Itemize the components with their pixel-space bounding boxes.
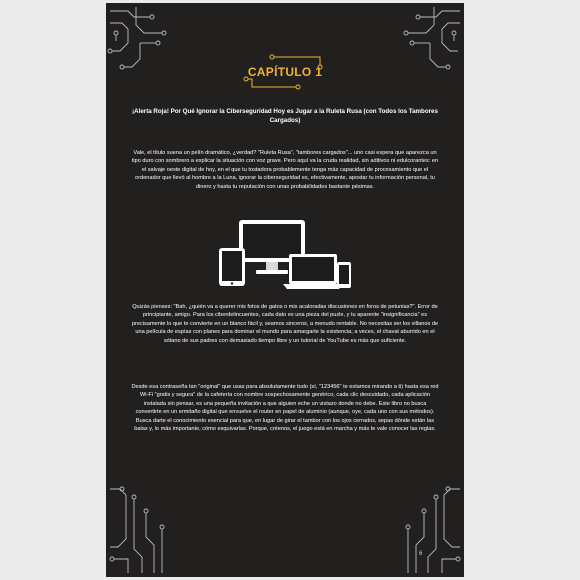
paragraph-3: Desde esa contraseña tan "original" que usas para absolutamente todo (sí, "123456" te estamos mirando a ti) hasta esa red Wi-Fi "gratis y segura" de la cafetería con nombre sospechosamente genérico, cada clic descuidado, cada aplicación instalada sin pensar, es una pequeña invitación a que alguien eche un vistazo donde no debe. Este libro no busca convertirte en un ermitaño digital que envuelve el router en papel de aluminio (aunque, oye, cada uno con sus métodos). Busca darte el conocimiento esencial para que, en lugar de girar el tambor con los ojos cerrados, sepas dónde están las balas y, lo más importante, cómo esquivarlas. Porque, créenos, el juego está en marcha y más te vale conocer las reglas. bbox=[131, 384, 439, 433]
chapter-title: CAPÍTULO 1 bbox=[247, 65, 323, 79]
book-page bbox=[106, 3, 464, 577]
chapter-subtitle: ¡Alerta Roja! Por Qué Ignorar la Ciberseguridad Hoy es Jugar a la Ruleta Rusa (con Todos los Tambores Cargados) bbox=[132, 108, 438, 124]
devices-icon bbox=[219, 218, 351, 290]
page-number: 6 bbox=[419, 551, 423, 557]
circuit-decoration-bottom-left bbox=[106, 479, 186, 577]
circuit-decoration-bottom-right bbox=[384, 479, 464, 577]
paragraph-2: Quizás pienses: "Bah, ¿quién va a querer mis fotos de gatos o mis acaloradas discusiones en foros de petunias?". Error de principiante, amigo. Para los ciberdelincuentes, cada dato es una pieza del puzle, y tu aparente "insignificancia" es precisamente lo que te convierte en un blanco fácil y, seamos sinceros, a menudo rentable. No necesitas ser los villanos de una película de espías con planes para dominar el mundo para amargarte la existencia; a veces, el chaval aburrido en el sótano de sus padres con demasiado tiempo libre y un tutorial de YouTube es más que suficiente. bbox=[131, 304, 439, 344]
paragraph-1: Vale, el título suena un pelín dramático, ¿verdad? "Ruleta Rusa", "tambores cargados"... uno casi espera que aparezca un tipo duro con sombrero a explicar la situación con voz grave. Pero aquí va la cruda realidad, sin aditivos ni edulcorantes: en el salvaje oeste digital de hoy, en el que tu tostadora probablemente tenga más capacidad de procesamiento que el ordenador que llevó al hombre a la Luna, ignorar la ciberseguridad es, efectivamente, apostar tu información personal, tu dinero y hasta tu reputación con unas probabilidades bastante pésimas. bbox=[131, 150, 439, 190]
